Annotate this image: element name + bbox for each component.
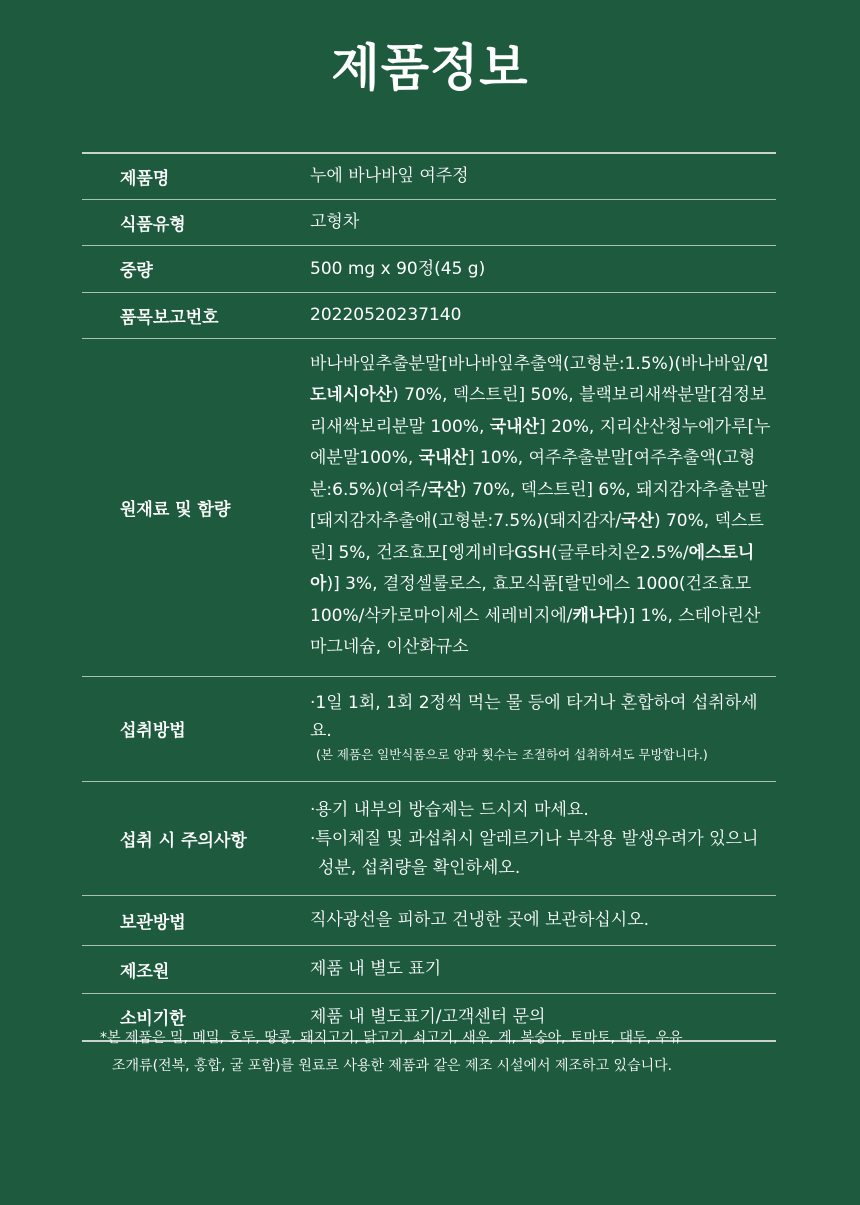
row-manufacturer [82, 945, 776, 993]
ingredient-text: ) 70%, 덱스트린] 50%, 블랙보리새싹분말[검정보리새싹보리분말 100%, [310, 385, 767, 437]
ingredient-text: ) 70%, 덱스트린] 5%, 건조효모[엥게비타GSH(글루타치온2.5%/ [310, 511, 764, 563]
ingredient-text: 바나바잎추출분말[바나바잎추출액(고형분:1.5%)(바나바잎/ [310, 353, 753, 374]
row-label: 원재료 및 함량 [120, 499, 231, 520]
allergen-footnote [100, 1024, 800, 1080]
intake-line: ·1일 1회, 1회 2정씩 먹는 물 등에 타거나 혼합하여 섭취하세요. [310, 692, 758, 741]
row-food-type [82, 199, 776, 245]
caution-line: ·특이체질 및 과섭취시 알레르기나 부작용 발생우려가 있으니 [310, 828, 759, 849]
ingredient-text: ] 20%, 지리산산청누에가루[누에분말100%, [310, 416, 771, 468]
caution-text [310, 781, 776, 895]
page-title: 제품정보 [331, 39, 529, 97]
product-info-table [82, 152, 776, 1042]
intake-text [310, 676, 776, 781]
row-label: 보관방법 [120, 912, 186, 933]
row-label: 제품명 [120, 168, 170, 189]
origin-highlight: 캐나다 [572, 605, 622, 626]
origin-highlight: 국내산 [489, 416, 540, 437]
ingredients-text [310, 338, 776, 676]
origin-highlight: 국내산 [418, 448, 468, 468]
ingredient-text: ) 70%, 덱스트린] 6%, 돼지감자추출분말[돼지감자추출애(고형분:7.5%)(돼지감자/ [310, 479, 768, 531]
intake-note: (본 제품은 일반식품으로 양과 횟수는 조절하여 섭취하셔도 무방합니다.) [316, 746, 708, 762]
ingredient-text: )] 1%, 스테아린산마그네슘, 이산화규소 [310, 605, 761, 657]
row-label: 섭취방법 [120, 721, 186, 741]
row-storage [82, 895, 776, 945]
origin-highlight: 국산 [621, 511, 654, 531]
ingredient-text: ] 10%, 여주추출분말[여주추출액(고형분:6.5%)(여주/ [310, 448, 756, 500]
row-label: 중량 [120, 261, 153, 281]
row-value: 고형차 [310, 212, 360, 232]
origin-highlight: 국산 [427, 479, 461, 500]
row-value: 20220520237140 [310, 305, 462, 325]
row-label: 제조원 [120, 961, 170, 982]
row-value: 누에 바나바잎 여주정 [310, 166, 469, 187]
caution-line: ·용기 내부의 방습제는 드시지 마세요. [310, 799, 589, 820]
footnote-line: 조개류(전복, 홍합, 굴 포함)를 원료로 사용한 제품과 같은 제조 시설에서 제조하고 있습니다. [112, 1058, 673, 1074]
row-value: 제품 내 별도표기/고객센터 문의 [310, 1006, 546, 1027]
row-caution [82, 781, 776, 895]
row-product-name [82, 153, 776, 199]
row-label: 품목보고번호 [120, 307, 219, 328]
row-label: 식품유형 [120, 214, 186, 235]
row-weight [82, 245, 776, 292]
ingredient-text: )] 3%, 결정셀룰로스, 효모식품[랄민에스 1000(건조효모 100%/삭카로마이세스 세레비지에/ [310, 574, 752, 626]
row-ingredients [82, 338, 776, 676]
row-value: 제품 내 별도 표기 [310, 959, 442, 979]
row-value: 500 mg x 90정(45 g) [310, 258, 486, 279]
row-intake-method [82, 676, 776, 781]
origin-highlight: 인도네시아산 [310, 353, 769, 405]
footnote-line: *본 제품은 밀, 메밀, 호두, 땅콩, 돼지고기, 닭고기, 쇠고기, 새우, 게, 복숭아, 토마토, 대두, 우유 [100, 1030, 683, 1046]
row-value: 직사광선을 피하고 건냉한 곳에 보관하십시오. [310, 910, 650, 930]
row-report-number [82, 292, 776, 338]
caution-line: 성분, 섭취량을 확인하세오. [318, 857, 521, 878]
row-label: 소비기한 [120, 1009, 186, 1030]
origin-highlight: 에스토니아 [310, 542, 755, 594]
row-label: 섭취 시 주의사항 [120, 830, 247, 851]
